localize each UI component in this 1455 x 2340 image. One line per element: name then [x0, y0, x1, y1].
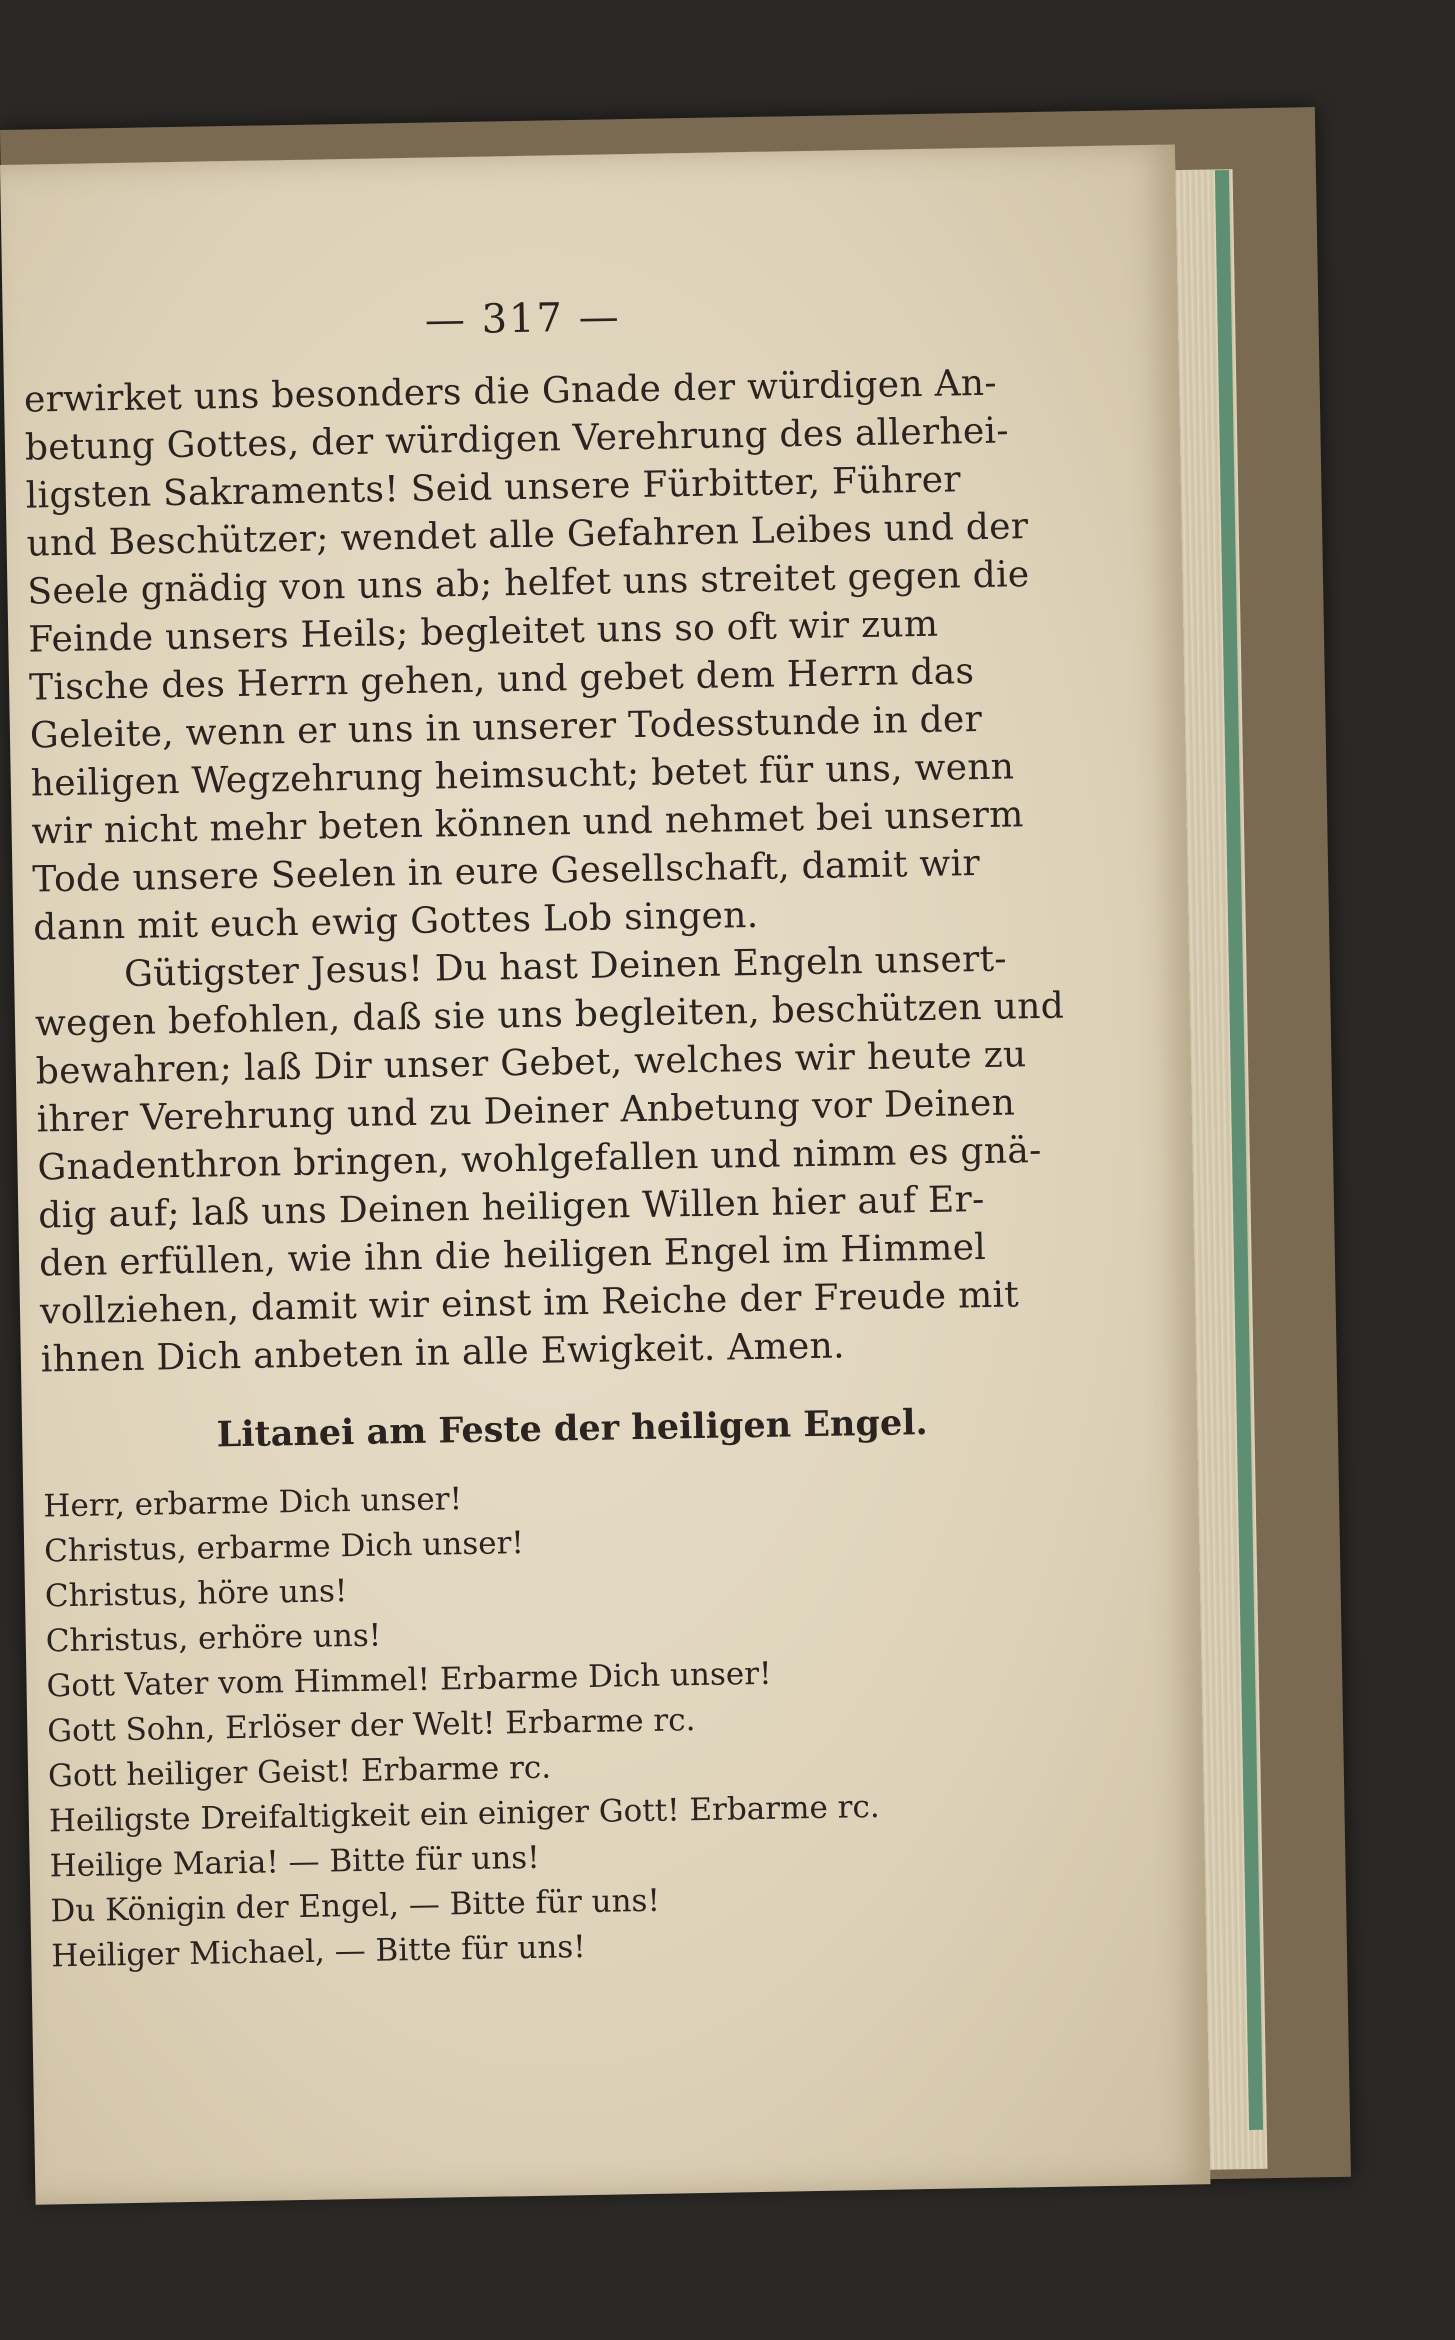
litany-line: Gott Sohn, Erlöser der Welt! Erbarme rc. [47, 1702, 696, 1750]
text-line: Gnadenthron bringen, wohlgefallen und nimm es gnä- [37, 1129, 1042, 1189]
litany-line: Gott Vater vom Himmel! Erbarme Dich unser! [46, 1655, 772, 1705]
litany-line: Du Königin der Engel, — Bitte für uns! [50, 1882, 661, 1930]
text-line: dig auf; laß uns Deinen heiligen Willen hier auf Er- [37, 1178, 985, 1237]
litany-line: Gott heiliger Geist! Erbarme rc. [47, 1749, 552, 1795]
text-line: heiligen Wegzehrung heimsucht; betet für uns, wenn [30, 746, 1015, 805]
text-line: ligsten Sakraments! Seid unsere Fürbitter, Führer [25, 459, 962, 517]
litany-list [43, 1467, 1051, 1979]
text-line: ihnen Dich anbeten in alle Ewigkeit. Amen. [40, 1325, 846, 1381]
text-line: Gütigster Jesus! Du hast Deinen Engeln unsert- [123, 938, 1008, 995]
litany-line: Heiliger Michael, — Bitte für uns! [50, 1929, 587, 1975]
text-line: wegen befohlen, daß sie uns begleiten, beschützen und [34, 985, 1065, 1045]
book-page [0, 144, 1210, 2204]
litany-line: Christus, erbarme Dich unser! [43, 1525, 525, 1570]
page-content [22, 287, 1065, 1979]
paragraph-2 [34, 935, 1065, 1384]
litany-line: Heiligste Dreifaltigkeit ein einiger Gott! Erbarme rc. [48, 1788, 880, 1840]
text-line: ihrer Verehrung und zu Deiner Anbetung vor Deinen [36, 1082, 1016, 1141]
text-line: betung Gottes, der würdigen Verehrung des allerhei- [24, 410, 1010, 469]
text-line: vollziehen, damit wir einst im Reiche der Freude mit [39, 1274, 1020, 1333]
text-line: Tische des Herrn gehen, und gebet dem Herrn das [28, 651, 975, 709]
litany-line: Herr, erbarme Dich unser! [43, 1481, 463, 1525]
text-line: Seele gnädig von uns ab; helfet uns streitet gegen die [27, 554, 1030, 613]
litany-line: Christus, erhöre uns! [45, 1617, 382, 1660]
text-line: dann mit euch ewig Gottes Lob singen. [32, 894, 759, 949]
paragraph-1 [24, 359, 1034, 952]
text-line: bewahren; laß Dir unser Gebet, welches wir heute zu [35, 1034, 1027, 1093]
text-line: erwirket uns besonders die Gnade der würdigen An- [23, 362, 998, 421]
section-heading: Litanei am Feste der heiligen Engel. [216, 1402, 928, 1456]
page-number: — 317 — [424, 294, 622, 344]
text-line: wir nicht mehr beten können und nehmet bei unserm [31, 794, 1025, 853]
text-line: Tode unsere Seelen in eure Gesellschaft, damit wir [32, 843, 981, 901]
text-line: Geleite, wenn er uns in unserer Todesstunde in der [29, 698, 983, 757]
text-line: den erfüllen, wie ihn die heiligen Engel im Himmel [38, 1226, 987, 1285]
litany-line: Christus, höre uns! [44, 1573, 348, 1615]
text-line: Feinde unsers Heils; begleitet uns so oft wir zum [27, 603, 939, 661]
litany-line: Heilige Maria! — Bitte für uns! [49, 1839, 540, 1885]
text-line: und Beschützer; wendet alle Gefahren Leibes und der [26, 506, 1029, 565]
